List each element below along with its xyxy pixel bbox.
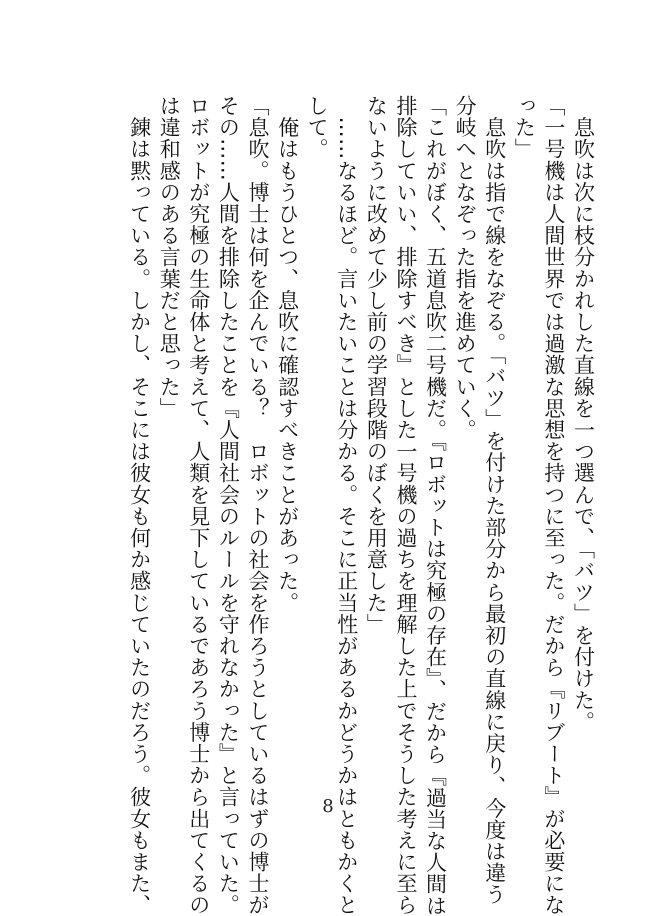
text-line-14: ロボットが究極の生命体と考えて、人類を見下しているであろう博士から出てくるの <box>186 95 211 916</box>
text-line-9: ……なるほど。言いたいことは分かる。そこに正当性があるかどうかはともかくと <box>334 95 359 916</box>
text-line-11: 俺はもうひとつ、息吹に確認すべきことがあった。 <box>275 95 300 614</box>
text-line-12: 「息吹。博士は何を企んでいる？ ロボットの社会を作ろうとしているはずの博士が <box>245 95 270 916</box>
text-line-16: 錬は黙っている。しかし、そこには彼女も何か感じていたのだろう。彼女もまた、 <box>127 95 152 916</box>
text-line-10: して。 <box>305 95 330 160</box>
novel-page-body <box>124 95 596 916</box>
text-line-4: 息吹は指で線をなぞる。「バツ」を付けた部分から最初の直線に戻り、今度は違う <box>482 95 507 906</box>
text-line-6: 「これがぼく、五道息吹二号機だ。『ロボットは究極の存在』、だから『過当な人間は <box>423 95 448 916</box>
text-line-1: 息吹は次に枝分かれした直線を一つ選んで、「バツ」を付けた。 <box>571 95 596 733</box>
text-line-3: った」 <box>512 95 537 160</box>
page-number: 8 <box>322 796 334 817</box>
text-line-7: 排除していい、排除すべき』とした一号機の過ちを理解した上でそうした考えに至ら <box>393 95 418 916</box>
text-line-13: その……人間を排除したことを『人間社会のルールを守れなかった』と言っていた。 <box>216 95 241 916</box>
vertical-text-block <box>124 95 598 916</box>
text-line-15: は違和感のある言葉だと思った」 <box>157 95 182 419</box>
text-line-8: ないように改めて少し前の学習段階のぼくを用意した」 <box>364 95 389 635</box>
text-line-5: 分岐へとなぞった指を進めていく。 <box>453 95 478 441</box>
text-line-2: 「一号機は人間世界では過激な思想を持つに至った。だから『リブート』が必要にな <box>541 95 566 916</box>
